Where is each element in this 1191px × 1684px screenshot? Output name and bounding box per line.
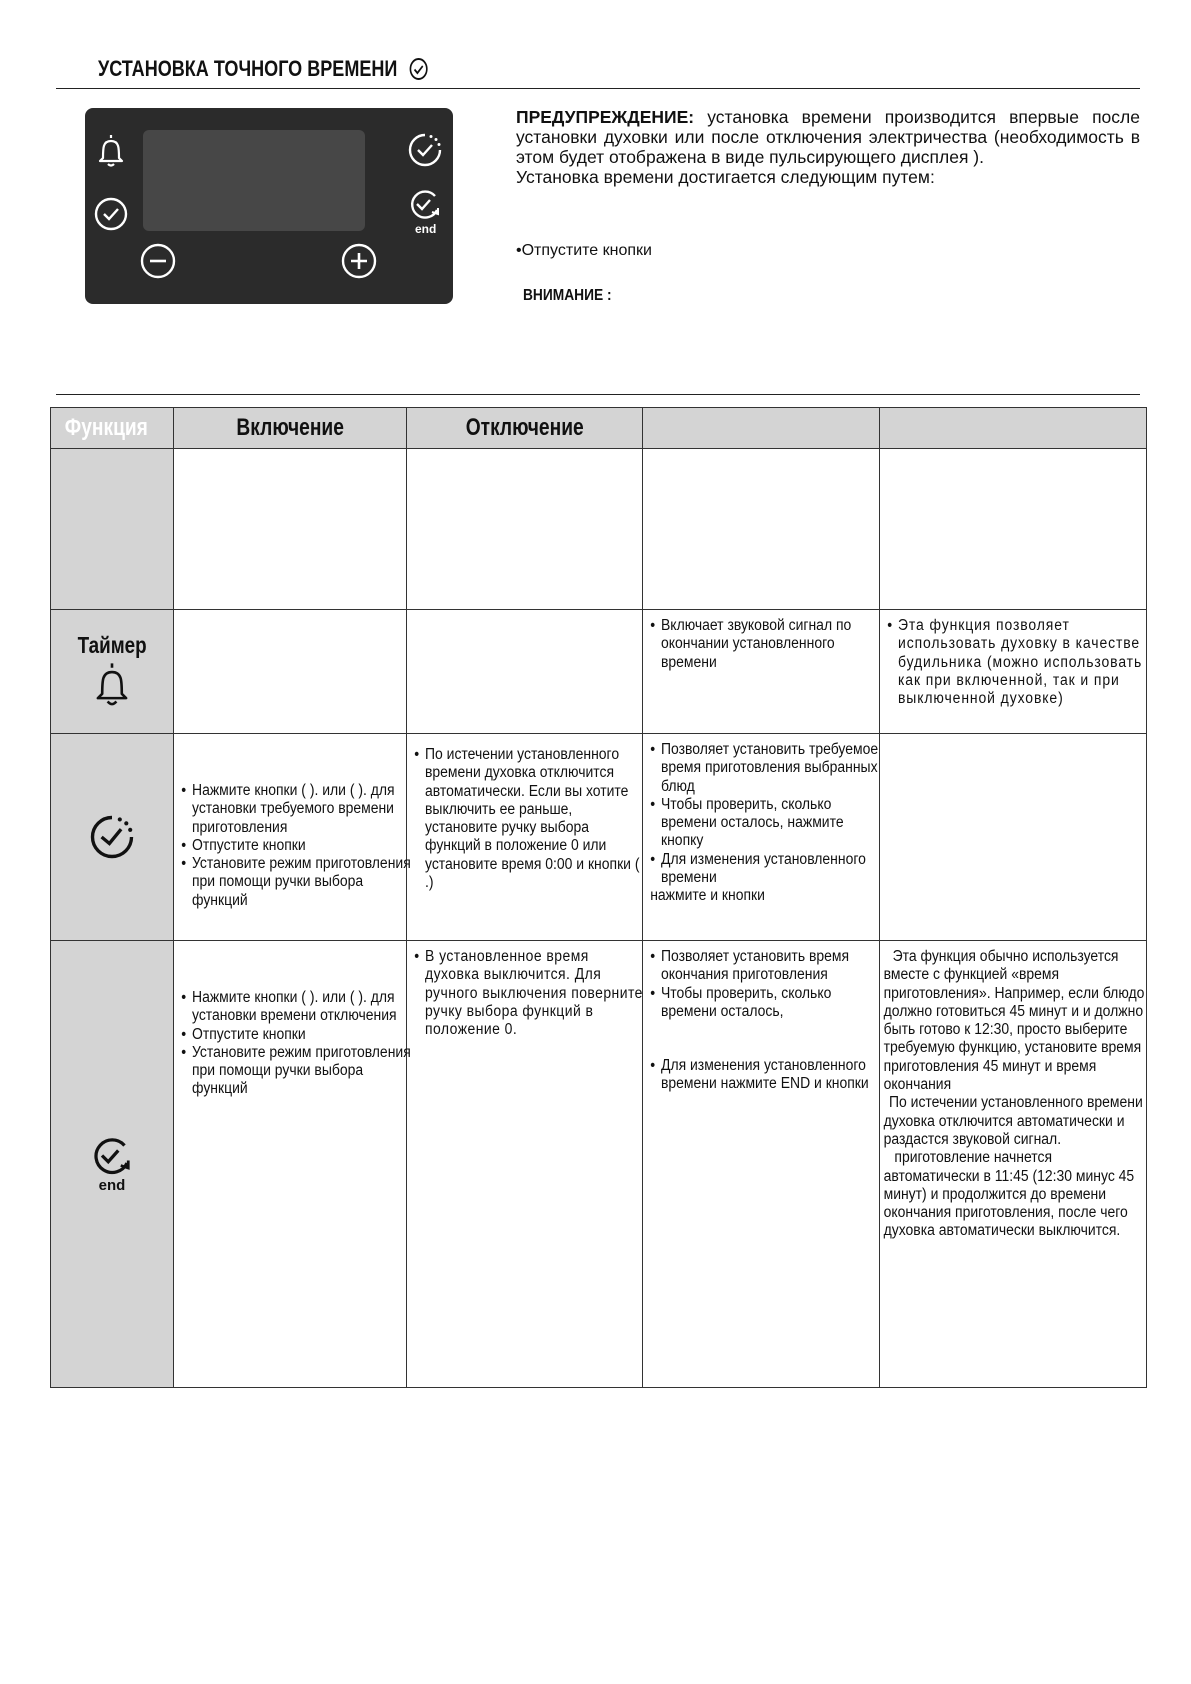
function-cell-duration xyxy=(51,734,174,941)
col-header-empty-1 xyxy=(643,408,880,449)
bell-icon[interactable] xyxy=(91,130,131,170)
duration-desc-cell xyxy=(643,734,880,941)
warning-text: установка времени производится впервые после установки духовки или после отключения электричества (необходимость в этом будет отображена в виде пульсирующего дисплея ). xyxy=(516,107,1140,167)
duration-off-text: • По истечении установленного времени духовка отключится автоматически. Если вы хотите выключить ее раньше, установите ручку выбора функций в положение 0 или установите время 0:00 и кнопки ( .) xyxy=(414,746,647,892)
duration-on-cell xyxy=(174,734,411,941)
duration-on-step-1: • Нажмите кнопки ( ). или ( ). для установки требуемого времени приготовления xyxy=(181,782,411,837)
control-panel xyxy=(85,108,453,304)
end-label: end xyxy=(415,222,437,236)
end-desc-1: • Позволяет установить время окончания приготовления xyxy=(650,948,884,985)
table-row-empty xyxy=(51,449,1147,610)
table-cell xyxy=(407,449,643,610)
display-screen xyxy=(143,130,365,231)
timer-desc-cell xyxy=(643,610,880,734)
timer-icon xyxy=(86,811,138,863)
function-table xyxy=(50,407,1147,1388)
timer-note: • Эта функция позволяет использовать духовку в качестве будильника (можно использовать как при включенной, так и при выключенной духовке) xyxy=(887,617,1150,708)
duration-on-step-3: • Установите режим приготовления при помощи ручки выбора функций xyxy=(181,855,411,910)
clock-check-icon xyxy=(409,57,429,81)
page-title-text: УСТАНОВКА ТОЧНОГО ВРЕМЕНИ xyxy=(98,56,398,81)
end-desc-2: • Чтобы проверить, сколько времени осталось, xyxy=(650,985,884,1022)
end-label: end xyxy=(98,1176,126,1194)
timer-desc: • Включает звуковой сигнал по окончании установленного времени xyxy=(650,617,884,672)
warning-label: ПРЕДУПРЕЖДЕНИЕ: xyxy=(516,107,695,127)
section-rule xyxy=(56,394,1140,395)
end-on-step-1: • Нажмите кнопки ( ). или ( ). для установки времени отключения xyxy=(181,989,411,1026)
col-header-function: Функция xyxy=(51,408,174,449)
duration-on-step-2: • Отпустите кнопки xyxy=(181,837,411,855)
table-header-row xyxy=(51,408,1147,449)
release-buttons-note: •Отпустите кнопки xyxy=(516,242,652,259)
table-cell xyxy=(880,734,1147,941)
function-cell-empty xyxy=(51,449,174,610)
duration-desc-2: • Чтобы проверить, сколько времени осталось, нажмите кнопку xyxy=(650,796,884,851)
end-desc-cell xyxy=(643,941,880,1388)
table-cell xyxy=(880,449,1147,610)
timer-icon[interactable] xyxy=(405,130,445,170)
table-row-duration xyxy=(51,734,1147,941)
col-header-off: Отключение xyxy=(407,408,643,449)
end-timer-icon[interactable] xyxy=(405,186,445,226)
end-example-p2: По истечении установленного времени духовка отключится автоматически и раздастся звуковой сигнал. xyxy=(883,1094,1143,1148)
bell-icon xyxy=(90,659,134,709)
timer-note-cell xyxy=(880,610,1147,734)
duration-desc-3: • Для изменения установленного времени xyxy=(650,851,884,888)
table-cell xyxy=(174,610,407,734)
end-timer-icon xyxy=(87,1135,137,1181)
end-off-text: • В установленное время духовка выключится. Для ручного выключения поверните ручку выбора функций в положение 0. xyxy=(414,948,647,1039)
title-rule xyxy=(56,88,1140,89)
end-on-step-3: • Установите режим приготовления при помощи ручки выбора функций xyxy=(181,1044,411,1099)
duration-desc-1: • Позволяет установить требуемое время приготовления выбранных блюд xyxy=(650,741,884,796)
end-on-cell xyxy=(174,941,411,1388)
table-cell xyxy=(643,449,880,610)
page-title xyxy=(98,56,429,82)
col-header-on: Включение xyxy=(174,408,407,449)
end-example-p3: приготовление начнется автоматически в 11:45 (12:30 минус 45 минут) и продолжится до времени окончания приготовления, после чего духовка автоматически выключится. xyxy=(883,1149,1135,1240)
table-cell xyxy=(174,449,407,610)
end-example-cell xyxy=(880,941,1147,1388)
minus-icon[interactable] xyxy=(138,241,178,281)
warning-line2: Установка времени достигается следующим путем: xyxy=(516,167,935,187)
col-header-empty-2 xyxy=(880,408,1147,449)
table-row-end xyxy=(51,941,1147,1388)
function-cell-timer xyxy=(51,610,174,734)
plus-icon[interactable] xyxy=(339,241,379,281)
end-on-step-2: • Отпустите кнопки xyxy=(181,1026,411,1044)
duration-off-cell xyxy=(407,734,643,941)
clock-check-icon[interactable] xyxy=(91,194,131,234)
attention-label: ВНИМАНИЕ : xyxy=(523,287,612,304)
table-row-timer xyxy=(51,610,1147,734)
table-cell xyxy=(407,610,643,734)
function-cell-end xyxy=(51,941,174,1388)
warning-block xyxy=(516,107,1140,187)
end-example-p1: Эта функция обычно используется вместе с функцией «время приготовления». Например, если блюдо должно готовиться 45 минут и и должно быть готово к 12:30, просто выберите требуемую функцию, установите время приготовления 45 минут и время окончания xyxy=(883,948,1145,1094)
end-desc-change: • Для изменения установленного времени нажмите END и кнопки xyxy=(650,1057,884,1094)
duration-desc-tail: нажмите и кнопки xyxy=(650,887,765,905)
end-off-cell xyxy=(407,941,643,1388)
timer-name: Таймер xyxy=(77,632,147,658)
